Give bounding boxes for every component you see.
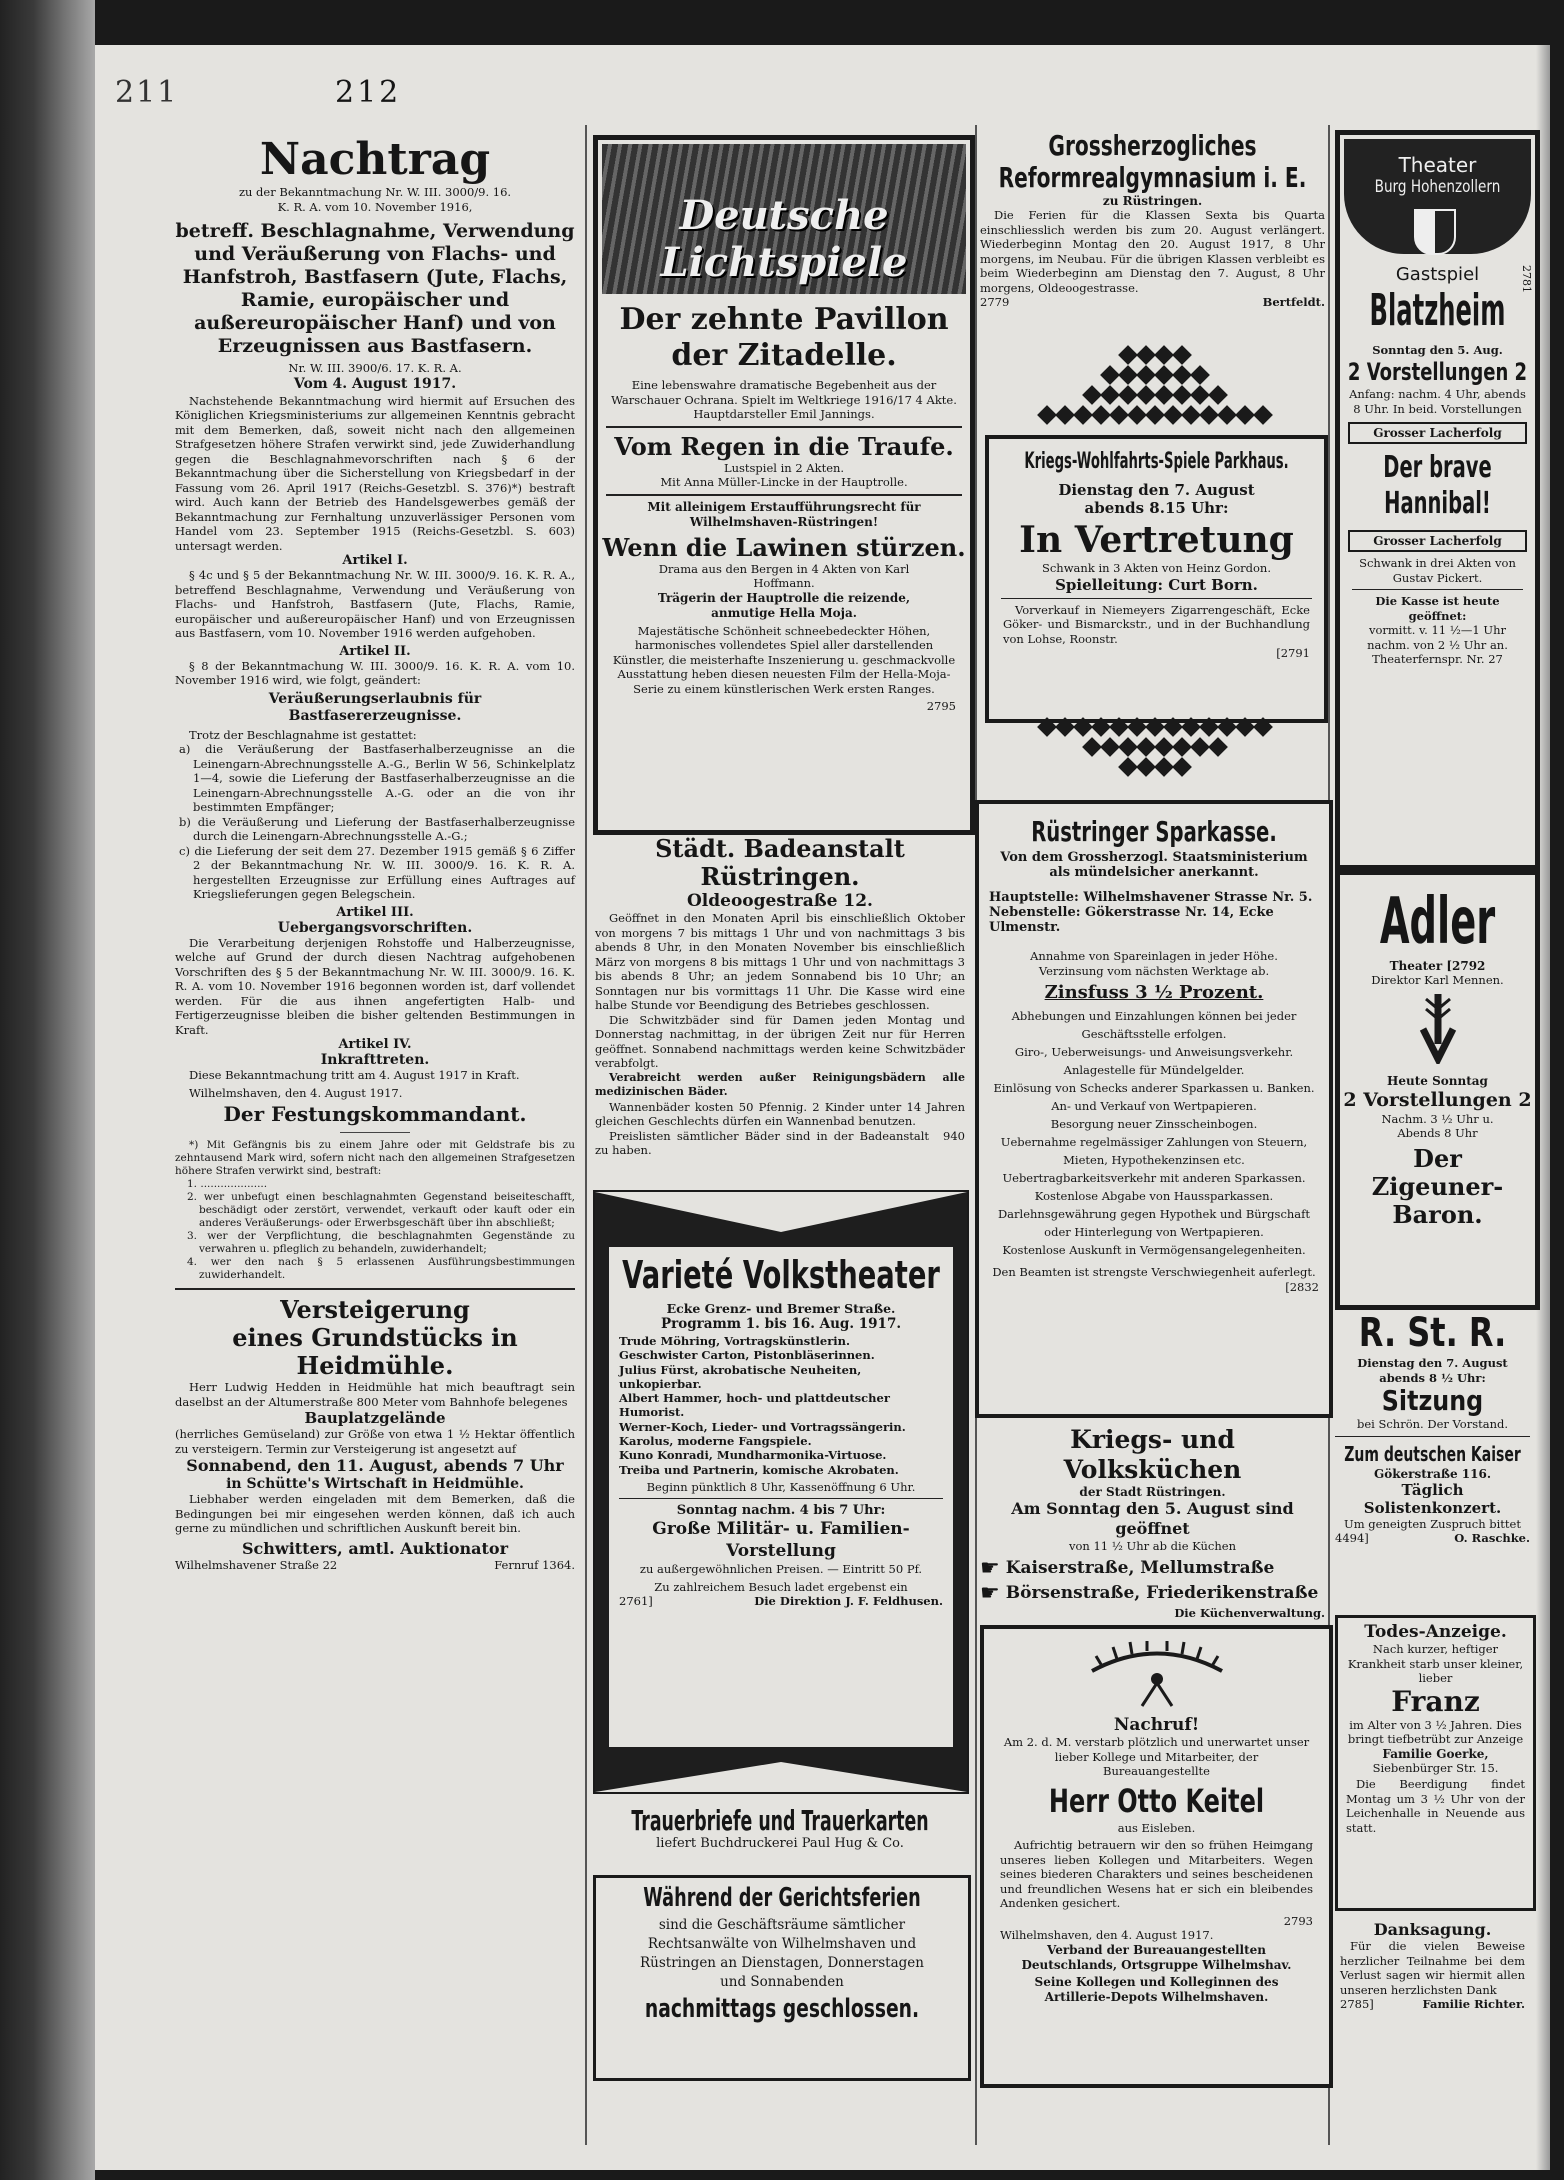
diamond-icon	[1037, 405, 1057, 425]
play-desc: Schwank in drei Akten von Gustav Pickert.	[1359, 556, 1516, 585]
diamond-icon	[1127, 717, 1147, 737]
gastspiel-times: Anfang: nachm. 4 Uhr, abends 8 Uhr. In beid. Vorstellungen	[1349, 387, 1526, 416]
diamond-icon	[1136, 365, 1156, 385]
auction-place: in Schütte's Wirtschaft in Heidmühle.	[226, 1476, 524, 1492]
gericht-notice	[593, 1875, 971, 2081]
bath-text-2: Die Schwitzbäder sind für Damen jeden Montag und Donnerstag nachmittag, in der übrigen Zeit nur für Herren geöffnet. Sonnabend nachmittags werden keine Schwitzbäder verabfolgt.	[595, 1012, 965, 1070]
diamond-ornament-bottom	[995, 717, 1315, 777]
kuechen-addr-row-2	[980, 1581, 1325, 1606]
kasse-times: vormitt. v. 11 ½—1 Uhr nachm. von 2 ½ Uhr an. Theaterfernspr. Nr. 27	[1367, 623, 1508, 666]
kuechen-addr-1: Kaiserstraße, Mellumstraße	[1005, 1558, 1275, 1578]
diamond-icon	[1127, 405, 1147, 425]
school-signature: Bertfeldt.	[1262, 295, 1325, 309]
film-3-title: Wenn die Lawinen stürzen.	[602, 532, 966, 562]
adler-times: Nachm. 3 ½ Uhr u. Abends 8 Uhr	[1381, 1111, 1494, 1140]
stamp-number: 211	[115, 75, 179, 110]
diamond-icon	[1163, 717, 1183, 737]
school-text: Die Ferien für die Klassen Sexta bis Quarta einschliesslich werden bis zum 20. August verlängert. Wiederbeginn Montag den 20. August 1917, 8 Uhr morgens, im Neubau. Für die übrigen Klassen verbleibt es beim Wiederbeginn am Dienstag den 7. August, 8 Uhr morgens, Oldeoogestrasse.	[980, 208, 1325, 295]
gericht-bottom: nachmittags geschlossen.	[644, 1994, 920, 2024]
nachruf-ad	[980, 1625, 1333, 2088]
variete-act: Kuno Konradi, Mundharmonika-Virtuose.	[619, 1448, 887, 1463]
column-rule	[585, 125, 587, 2145]
gastspiel: Gastspiel	[1395, 264, 1480, 285]
kaiser-invite: Um geneigten Zuspruch bittet	[1344, 1516, 1521, 1531]
article-2-item-c: c) die Lieferung der seit dem 27. Dezember 1915 gemäß § 6 Ziffer 2 der Bekanntmachung Nr. W. III. 3000/9. 16. K. R. A. hergestellten Erzeugnisse zur Erfüllung eines Auftrages auf Kriegslieferungen gegen Belegschein.	[179, 843, 575, 901]
divider	[175, 1288, 575, 1290]
signature: Der Festungskommandant.	[223, 1102, 527, 1126]
article-4-title: Artikel IV.	[338, 1037, 412, 1052]
dank-footer	[1340, 1997, 1525, 2012]
bath-address: Oldeoogestraße 12.	[687, 891, 873, 911]
bath-title: Städt. Badeanstalt Rüstringen.	[655, 834, 905, 891]
diamond-icon	[1136, 345, 1156, 365]
footnote-3: 3. wer der Verpflichtung, die beschlagnahmten Gegenstände zu verwahren u. pfleglich zu behandeln, zuwiderhandelt;	[187, 1230, 575, 1255]
auction-item: Bauplatzgelände	[304, 1409, 446, 1427]
article-2-text: § 8 der Bekanntmachung W. III. 3000/9. 16. K. R. A. vom 10. November 1916 wird, wie folgt, geändert:	[175, 658, 575, 687]
divider	[606, 426, 962, 428]
diamond-icon	[1037, 717, 1057, 737]
kws-desc: Schwank in 3 Akten von Heinz Gordon.	[1041, 561, 1271, 575]
article-4-subtitle: Inkrafttreten.	[320, 1052, 430, 1068]
gericht-title: Während der Gerichtsferien	[643, 1883, 921, 1913]
pointing-hand-icon: ☛	[980, 1580, 1000, 1606]
service-item: An- und Verkauf von Wertpapieren.	[1051, 1099, 1257, 1113]
diamond-icon	[1055, 717, 1075, 737]
nachtrag-title: Nachtrag	[259, 134, 491, 185]
diamond-icon	[1136, 757, 1156, 777]
auction-title-2: eines Grundstücks in Heidmühle.	[232, 1323, 518, 1380]
variete-start: Beginn pünktlich 8 Uhr, Kassenöffnung 6 Uhr.	[646, 1479, 916, 1494]
trauer-sub: liefert Buchdruckerei Paul Hug & Co.	[656, 1836, 904, 1851]
variete-act: Trude Möhring, Vortragskünstlerin.	[619, 1334, 850, 1348]
danksagung	[1340, 1920, 1525, 2012]
diamond-row	[995, 717, 1315, 737]
adler-director: Direktor Karl Mennen.	[1371, 973, 1504, 987]
lacherfolg-2: Grosser Lacherfolg	[1348, 530, 1527, 552]
article-2-item-a: a) die Veräußerung der Bastfaserhalberzeugnisse an die Leinengarn-Abrechnungsstelle A.-G., Berlin W 56, Schinkelplatz 1—4, sowie die Lieferung der Bastfaserhalberzeugnisse an die Leinengarn-Abrechnungsstelle A.-G. oder an die von ihr bestimmten Empfänger;	[179, 742, 575, 814]
diamond-icon	[1199, 405, 1219, 425]
article-2-lead: Trotz der Beschlagnahme ist gestattet:	[189, 727, 417, 742]
kaiser-title: Zum deutschen Kaiser	[1344, 1441, 1521, 1466]
diamond-icon	[1253, 405, 1273, 425]
service-item: Kostenlose Abgabe von Haussparkassen.	[1034, 1189, 1274, 1203]
bath-notice	[595, 835, 965, 1158]
diamond-icon	[1172, 365, 1192, 385]
diamond-row	[995, 737, 1315, 757]
kuechen-sign: Die Küchenverwaltung.	[1174, 1605, 1325, 1620]
diamond-icon	[1109, 717, 1129, 737]
todes-name: Franz	[1391, 1684, 1480, 1718]
rsr-title: R. St. R.	[1358, 1310, 1507, 1356]
shield-icon	[1414, 209, 1456, 255]
page-number: 212	[335, 75, 402, 110]
gastspiel-name: Blatzheim	[1369, 285, 1506, 336]
diamond-icon	[1091, 717, 1111, 737]
film-1-desc: Eine lebenswahre dramatische Begebenheit aus der Warschauer Ochrana. Spielt im Weltkriege 1916/17 4 Akte. Hauptdarsteller Emil Jannings.	[611, 378, 957, 421]
bath-text-5-row	[595, 1129, 965, 1158]
arrow-down-icon	[1340, 994, 1535, 1068]
diamond-icon	[1181, 717, 1201, 737]
article-3-subtitle: Uebergangsvorschriften.	[277, 919, 473, 936]
school-number: 2779	[980, 295, 1010, 309]
diamond-icon	[1172, 757, 1192, 777]
auction-title-1: Versteigerung	[280, 1295, 470, 1324]
nachtrag-date: Vom 4. August 1917.	[293, 375, 457, 392]
nachruf-from: aus Eisleben.	[1117, 1820, 1196, 1835]
footnote-4: 4. wer den nach § 5 erlassenen Ausführungsbestimmungen zuwiderhandelt.	[187, 1256, 575, 1281]
kuechen-addr-2: Börsenstraße, Friederikenstraße	[1005, 1583, 1319, 1603]
kuechen-addr-row-1	[980, 1556, 1325, 1581]
sparkasse-services	[989, 1007, 1319, 1259]
todes-text-1: Nach kurzer, heftiger Krankheit starb unser kleiner, lieber	[1347, 1642, 1524, 1685]
film-3-note: Mit alleinigem Erstaufführungsrecht für Wilhelmshaven-Rüstringen!	[647, 499, 921, 529]
diamond-icon	[1190, 365, 1210, 385]
trauer-ad	[595, 1805, 965, 1852]
sparkasse-secret: Den Beamten ist strengste Verschwiegenheit auferlegt.	[992, 1265, 1316, 1279]
sparkasse-rate: Zinsfuss 3 ½ Prozent.	[1044, 982, 1264, 1003]
dank-number: 2785]	[1340, 1997, 1374, 2011]
kaiser-footer	[1335, 1531, 1530, 1546]
school-place: zu Rüstringen.	[1102, 194, 1203, 208]
gastspiel-date: Sonntag den 5. Aug.	[1372, 343, 1503, 357]
dank-title: Danksagung.	[1373, 1920, 1492, 1939]
film-3-desc-2: Trägerin der Hauptrolle die reizende, anmutige Hella Moja.	[657, 590, 911, 620]
nachruf-date: Wilhelmshaven, den 4. August 1917.	[1000, 1928, 1214, 1942]
diamond-icon	[1109, 405, 1129, 425]
diamond-icon	[1154, 737, 1174, 757]
sparkasse-sub-2: als mündelsicher anerkannt.	[1049, 865, 1259, 880]
nachtrag-ref1: zu der Bekanntmachung Nr. W. III. 3000/9. 16.	[238, 185, 512, 199]
bath-number: 940	[943, 1128, 965, 1143]
sparkasse-title: Rüstringer Sparkasse.	[1031, 815, 1277, 848]
sparkasse-ad	[975, 800, 1333, 1418]
kasse: Die Kasse ist heute geöffnet:	[1375, 594, 1500, 623]
kuechen-open: Am Sonntag den 5. August sind geöffnet	[1011, 1499, 1294, 1538]
diamond-row	[995, 345, 1315, 365]
variete-title: Varieté Volkstheater	[622, 1253, 940, 1297]
todes-title: Todes-Anzeige.	[1364, 1622, 1507, 1642]
diamond-icon	[1145, 717, 1165, 737]
adler-sub: Theater [2792	[1389, 959, 1486, 973]
trauer-title: Trauerbriefe und Trauerkarten	[631, 1804, 929, 1837]
todes-anzeige	[1335, 1615, 1536, 1911]
divider	[1335, 1436, 1530, 1437]
divider	[1001, 598, 1312, 599]
article-1-text: § 4c und § 5 der Bekanntmachung Nr. W. III. 3000/9. 16. K. R. A., betreffend Beschlagnahme, Verwendung und Veräußerung von Flachs- und Hanfstroh, Bastfasern (Jute, Flachs, Ramie, europäischer und außereuropäischer Hanf) und von Erzeugnissen aus Bastfasern, vom 10. November 1916 werden aufgehoben.	[175, 568, 575, 640]
diamond-row	[995, 405, 1315, 425]
theater-logo	[1344, 139, 1531, 254]
column-1	[175, 135, 575, 1572]
footnote-2: 2. wer unbefugt einen beschlagnahmten Gegenstand beiseiteschafft, beschädigt oder zerstört, verwendet, verkauft oder kauft oder ein anderes Veräußerungs- oder Erwerbsgeschäft über ihn abschließt;	[187, 1191, 575, 1229]
diamond-icon	[1190, 737, 1210, 757]
film-ad	[593, 135, 975, 835]
side-number: 2781	[1520, 265, 1533, 293]
nachruf-org-1: Verband der Bureauangestellten Deutschlands, Ortsgruppe Wilhelmshav.	[1021, 1942, 1292, 1972]
wreath-icon	[984, 1641, 1329, 1715]
diamond-icon	[1082, 737, 1102, 757]
diamond-icon	[1145, 405, 1165, 425]
lichtspiele-logo-banner	[602, 144, 966, 294]
burg-theater-ad	[1335, 130, 1540, 870]
variete-bottom-notch	[595, 1762, 967, 1792]
diamond-row	[995, 757, 1315, 777]
nachruf-text-1: Am 2. d. M. verstarb plötzlich und unerwartet unser lieber Kollege und Mitarbeiter, der Bureauangestellte	[1003, 1735, 1310, 1778]
kaiser-number: 4494]	[1335, 1531, 1369, 1545]
variete-top-notch	[595, 1192, 967, 1232]
diamond-icon	[1100, 365, 1120, 385]
diamond-icon	[1136, 385, 1156, 405]
book-spine	[0, 0, 95, 2180]
nachruf-title: Nachruf!	[1113, 1715, 1200, 1735]
rsr-notice	[1335, 1310, 1530, 1546]
diamond-icon	[1082, 385, 1102, 405]
diamond-icon	[1118, 365, 1138, 385]
service-item: Giro-, Ueberweisungs- und Anweisungsverkehr.	[1014, 1045, 1294, 1059]
auctioneer-phone: Fernruf 1364.	[494, 1557, 575, 1572]
nachruf-org-2: Seine Kollegen und Kolleginnen des Artillerie-Depots Wilhelmshaven.	[1034, 1974, 1279, 2004]
school-title-2: Reformrealgymnasium i. E.	[998, 161, 1307, 194]
kaiser-address: Gökerstraße 116.	[1373, 1466, 1492, 1481]
rsr-meeting: Sitzung	[1381, 1384, 1484, 1417]
theater-name: Burg Hohenzollern	[1374, 177, 1501, 197]
diamond-icon	[1118, 757, 1138, 777]
diamond-icon	[1172, 385, 1192, 405]
nachtrag-ref2: K. R. A. vom 10. November 1916,	[277, 199, 473, 214]
variete-address: Ecke Grenz- und Bremer Straße.	[666, 1301, 896, 1316]
diamond-icon	[1235, 405, 1255, 425]
film-3-desc-1: Drama aus den Bergen in 4 Akten von Karl Hoffmann.	[658, 561, 910, 590]
diamond-icon	[1118, 737, 1138, 757]
auction-text-3: Liebhaber werden eingeladen mit dem Bemerken, daß die Bedingungen bei mir eingesehen werden können, daß ich auch gerne zu mündlichen und schriftlichen Auskunft bereit bin.	[175, 1492, 575, 1535]
rsr-place: bei Schrön. Der Vorstand.	[1356, 1417, 1509, 1431]
todes-text-3: Die Beerdigung findet Montag um 3 ½ Uhr von der Leichenhalle in Neuende aus statt.	[1346, 1777, 1525, 1835]
variete-number: 2761]	[619, 1594, 653, 1609]
newspaper-page	[95, 45, 1550, 2170]
diamond-icon	[1055, 405, 1075, 425]
auction-text-2: (herrliches Gemüseland) zur Größe von etwa 1 ½ Hektar öffentlich zu versteigern. Termin zur Versteigerung ist angesetzt auf	[175, 1427, 575, 1456]
variete-acts	[619, 1334, 943, 1477]
sparkasse-main: Hauptstelle: Wilhelmshavener Strasse Nr. 5.	[989, 890, 1313, 905]
pointing-hand-icon: ☛	[980, 1555, 1000, 1581]
service-item: Darlehnsgewährung gegen Hypothek und Bürgschaft oder Hinterlegung von Wertpapieren.	[997, 1207, 1311, 1239]
bath-text-3: Verabreicht werden außer Reinigungsbädern alle medizinischen Bäder.	[595, 1070, 965, 1098]
diamond-icon	[1163, 405, 1183, 425]
diamond-icon	[1190, 385, 1210, 405]
diamond-icon	[1154, 345, 1174, 365]
gastspiel-shows: 2 Vorstellungen 2	[1347, 358, 1528, 386]
film-2-title: Vom Regen in die Traufe.	[614, 431, 954, 461]
variete-act: Karolus, moderne Fangspiele.	[619, 1434, 812, 1449]
film-3-desc-3: Majestätische Schönheit schneebedeckter Höhen, harmonisches vollendetes Spiel aller darstellenden Künstler, die meisterhafte Inszenierung u. geschmackvolle Ausstattung heben diesen neuesten Film der Hella-Moja-Serie zu einem künstlerischen Werk ersten Ranges.	[612, 623, 956, 696]
diamond-icon	[1073, 717, 1093, 737]
sparkasse-number: [2832	[1285, 1279, 1319, 1294]
kws-direction: Spielleitung: Curt Born.	[1055, 575, 1258, 594]
todes-address: Siebenbürger Str. 15.	[1372, 1760, 1499, 1775]
nachtrag-subject: betreff. Beschlagnahme, Verwendung und Veräußerung von Flachs- und Hanfstroh, Bastfasern (Jute, Flachs, Ramie, europäischer und außereuropäischer Hanf) und von Erzeugnissen aus Bastfasern.	[175, 220, 575, 357]
adler-today: Heute Sonntag	[1387, 1073, 1488, 1088]
gericht-text: sind die Geschäftsräume sämtlicher Rechtsanwälte von Wilhelmshaven und Rüstringen an Dienstagen, Donnerstagen und Sonnabenden	[640, 1917, 924, 1990]
service-item: Besorgung neuer Zinsscheinbogen.	[1050, 1117, 1258, 1131]
variete-act: Treiba und Partnerin, komische Akrobaten.	[619, 1462, 899, 1477]
divider	[606, 494, 962, 496]
divider	[340, 1132, 410, 1133]
kuechen-title: Kriegs- und Volksküchen	[1063, 1425, 1242, 1484]
diamond-icon	[1154, 385, 1174, 405]
article-2-title: Artikel II.	[339, 643, 411, 659]
film-ad-number: 2795	[926, 699, 956, 713]
variete-act: Werner-Koch, Lieder- und Vortragssängerin.	[619, 1419, 906, 1434]
diamond-icon	[1172, 345, 1192, 365]
auction-date: Sonnabend, den 11. August, abends 7 Uhr	[186, 1456, 564, 1475]
adler-play: Der Zigeuner-Baron.	[1371, 1143, 1504, 1229]
bath-text-5: Preislisten sämtlicher Bäder sind in der Badeanstalt zu haben.	[595, 1128, 930, 1157]
footnote: *) Mit Gefängnis bis zu einem Jahre oder mit Geldstrafe bis zu zehntausend Mark wird, sofern nicht nach den allgemeinen Strafgesetzen höhere Strafen verwirkt sind, bestraft:	[175, 1139, 575, 1177]
diamond-icon	[1136, 737, 1156, 757]
diamond-icon	[1208, 737, 1228, 757]
article-2-subtitle: Veräußerungserlaubnis für Bastfasererzeugnisse.	[268, 690, 482, 724]
variete-show: Große Militär- u. Familien-Vorstellung	[652, 1519, 910, 1562]
article-4-text: Diese Bekanntmachung tritt am 4. August 1917 in Kraft.	[189, 1068, 520, 1082]
bath-text-1: Geöffnet in den Monaten April bis einschließlich Oktober von morgens 7 bis mittags 1 Uhr und von nachmittags 3 bis abends 8 Uhr, in den Monaten November bis einschließlich März von morgens 8 bis mittags 1 Uhr und von nachmittags 3 bis abends 8 Uhr; an jedem Sonnabend bis 10 Uhr; an Sonntagen nur bis vormittags 11 Uhr. Die Kasse wird eine halbe Stunde vor Beendigung des Betriebes geschlossen.	[595, 911, 965, 1012]
diamond-icon	[1199, 717, 1219, 737]
kuechen-time: von 11 ½ Uhr ab die Küchen	[1068, 1539, 1236, 1553]
diamond-icon	[1154, 365, 1174, 385]
film-2-desc-1: Lustspiel in 2 Akten.	[723, 460, 845, 475]
rsr-date: Dienstag den 7. August abends 8 ½ Uhr:	[1357, 1356, 1508, 1385]
todes-family: Familie Goerke,	[1382, 1746, 1489, 1761]
variete-direction: Die Direktion J. F. Feldhusen.	[754, 1594, 943, 1609]
nachtrag-intro: Nachstehende Bekanntmachung wird hiermit auf Ersuchen des Königlichen Kriegsministeriums zur allgemeinen Kenntnis gebracht mit dem Bemerken, daß, soweit nicht nach den allgemeinen Strafgesetzen höhere Strafen verwirkt sind, jede Zuwiderhandlung gegen die Beschlagnahmevorschriften nach § 6 der Bekanntmachung über die Sicherstellung von Kriegsbedarf in der Fassung vom 26. April 1917 (Reichs-Gesetzbl. S. 376)*) bestraft wird. Auch kann der Betrieb des Handelsgewerbes gemäß der Bekanntmachung zur Fernhaltung unzuverlässiger Personen vom Handel vom 23. September 1915 (Reichs-Gesetzbl. S. 603) untersagt werden.	[175, 393, 575, 553]
kws-ad	[985, 435, 1328, 723]
article-2-item-b: b) die Veräußerung und Lieferung der Bastfaserhalberzeugnisse durch die Leinengarn-Abrechnungsstelle A.-G.;	[179, 814, 575, 843]
sparkasse-line-2: Verzinsung vom nächsten Werktage ab.	[1038, 963, 1270, 978]
variete-sunday: Sonntag nachm. 4 bis 7 Uhr:	[676, 1503, 886, 1519]
kws-title: Kriegs-Wohlfahrts-Spiele Parkhaus.	[1024, 449, 1289, 474]
nachruf-name: Herr Otto Keitel	[1048, 1781, 1265, 1820]
diamond-row	[995, 385, 1315, 405]
lichtspiele-logo: Deutsche Lichtspiele	[660, 192, 908, 286]
kws-date-1: Dienstag den 7. August	[1058, 481, 1255, 499]
lacherfolg-1: Grosser Lacherfolg	[1348, 422, 1527, 444]
divider	[619, 1498, 943, 1499]
nachruf-number: 2793	[1283, 1913, 1313, 1928]
divider	[1352, 589, 1523, 590]
variete-ad	[593, 1190, 969, 1794]
adler-title: Adler	[1379, 885, 1496, 959]
sparkasse-line-1: Annahme von Spareinlagen in jeder Höhe.	[1030, 949, 1278, 963]
nachtrag-number: Nr. W. III. 3900/6. 17. K. R. A.	[288, 361, 462, 375]
service-item: Uebernahme regelmässiger Zahlungen von Steuern, Mieten, Hypothekenzinsen etc.	[1000, 1135, 1308, 1167]
diamond-icon	[1118, 385, 1138, 405]
variete-program: Programm 1. bis 16. Aug. 1917.	[660, 1316, 902, 1332]
variete-inner	[609, 1247, 953, 1747]
variete-act: Geschwister Carton, Pistonbläserinnen.	[619, 1348, 875, 1363]
sparkasse-branch: Nebenstelle: Gökerstrasse Nr. 14, Ecke Ulmenstr.	[989, 905, 1274, 935]
dank-text: Für die vielen Beweise herzlicher Teilnahme bei dem Verlust sagen wir hiermit allen unseren herzlichsten Dank	[1340, 1939, 1525, 1997]
school-footer	[980, 295, 1325, 310]
kaiser-owner: O. Raschke.	[1454, 1531, 1530, 1545]
film-2-desc-2: Mit Anna Müller-Lincke in der Hauptrolle.	[660, 475, 908, 489]
service-item: Anlagestelle für Mündelgelder.	[1063, 1063, 1245, 1077]
diamond-icon	[1154, 757, 1174, 777]
diamond-icon	[1181, 405, 1201, 425]
bath-text-4: Wannenbäder kosten 50 Pfennig. 2 Kinder unter 14 Jahren gleichen Geschlechts dürfen ein Wannenbad benutzen.	[595, 1099, 965, 1128]
school-notice	[980, 130, 1325, 310]
service-item: Kostenlose Auskunft in Vermögensangelegenheiten.	[1002, 1243, 1306, 1257]
diamond-icon	[1217, 717, 1237, 737]
kuechen-place: der Stadt Rüstringen.	[1079, 1485, 1226, 1499]
kws-presale: Vorverkauf in Niemeyers Zigarrengeschäft, Ecke Göker- und Bismarckstr., und in der Buchhandlung von Lohse, Roonstr.	[1003, 602, 1310, 646]
kaiser-daily: Täglich Solistenkonzert.	[1363, 1480, 1502, 1517]
diamond-icon	[1100, 385, 1120, 405]
variete-act: Julius Fürst, akrobatische Neuheiten, unkopierbar.	[619, 1362, 862, 1391]
auctioneer-address: Wilhelmshavener Straße 22	[175, 1557, 338, 1572]
auction-text-1: Herr Ludwig Hedden in Heidmühle hat mich beauftragt sein daselbst an der Altumerstraße 800 Meter vom Bahnhofe belegenes	[175, 1380, 575, 1409]
diamond-row	[995, 365, 1315, 385]
nachruf-text-2: Aufrichtig betrauern wir den so frühen Heimgang unseres lieben Kollegen und Mitarbeiters. Wegen seines biederen Charakters und seines bescheidenen und freundlichen Wesens hat er sich ein bleibendes Andenken gesichert.	[1000, 1838, 1313, 1910]
service-item: Abhebungen und Einzahlungen können bei jeder Geschäftsstelle erfolgen.	[1011, 1009, 1297, 1041]
diamond-icon	[1253, 717, 1273, 737]
kuechen-notice	[980, 1425, 1325, 1620]
article-3-title: Artikel III.	[336, 904, 414, 920]
footnote-1: 1. ....................	[187, 1178, 268, 1190]
adler-shows: 2 Vorstellungen 2	[1343, 1088, 1532, 1111]
theater-top: Theater	[1398, 153, 1477, 177]
diamond-icon	[1118, 345, 1138, 365]
film-1-title: Der zehnte Pavillon der Zitadelle.	[619, 302, 949, 373]
article-3-text: Die Verarbeitung derjenigen Rohstoffe und Halberzeugnisse, welche auf Grund der durch diesen Nachtrag aufgehobenen Vorschriften des § 5 der Bekanntmachung Nr. W. III. 3000/9. 16. K. R. A. vom 10. November 1916 begonnen worden ist, darf vollendet werden. Für die aus ihnen angefertigten Halb- und Fertigerzeugnisse bleiben die bisher geltenden Bestimmungen in Kraft.	[175, 935, 575, 1037]
diamond-icon	[1073, 405, 1093, 425]
place-date: Wilhelmshaven, den 4. August 1917.	[189, 1085, 403, 1100]
play-title: Der brave Hannibal!	[1383, 450, 1492, 521]
auctioneer-contact	[175, 1558, 575, 1573]
article-1-title: Artikel I.	[342, 553, 408, 568]
variete-visit: Zu zahlreichem Besuch ladet ergebenst ein	[654, 1579, 908, 1594]
dank-signature: Familie Richter.	[1422, 1997, 1525, 2011]
sparkasse-sub-1: Von dem Grossherzogl. Staatsministerium	[1000, 850, 1308, 865]
service-item: Uebertragbarkeitsverkehr mit anderen Sparkassen.	[1002, 1171, 1306, 1185]
auctioneer: Schwitters, amtl. Auktionator	[242, 1538, 508, 1558]
kws-number: [2791	[1276, 646, 1310, 660]
diamond-icon	[1217, 405, 1237, 425]
diamond-icon	[1091, 405, 1111, 425]
kws-play: In Vertretung	[1019, 519, 1294, 561]
diamond-ornament-top	[995, 345, 1315, 435]
variete-prices: zu außergewöhnlichen Preisen. — Eintritt 50 Pf.	[639, 1562, 923, 1577]
diamond-icon	[1235, 717, 1255, 737]
service-item: Einlösung von Schecks anderer Sparkassen u. Banken.	[993, 1081, 1315, 1095]
diamond-icon	[1100, 737, 1120, 757]
kws-date-2: abends 8.15 Uhr:	[1084, 499, 1229, 517]
variete-act: Albert Hammer, hoch- und plattdeutscher Humorist.	[619, 1391, 890, 1420]
variete-footer	[619, 1594, 943, 1609]
adler-theater-ad	[1335, 870, 1540, 1310]
school-title-1: Grossherzogliches	[1048, 129, 1257, 162]
todes-text-2: im Alter von 3 ½ Jahren. Dies bringt tiefbetrübt zur Anzeige	[1347, 1717, 1524, 1746]
diamond-icon	[1208, 385, 1228, 405]
diamond-icon	[1172, 737, 1192, 757]
